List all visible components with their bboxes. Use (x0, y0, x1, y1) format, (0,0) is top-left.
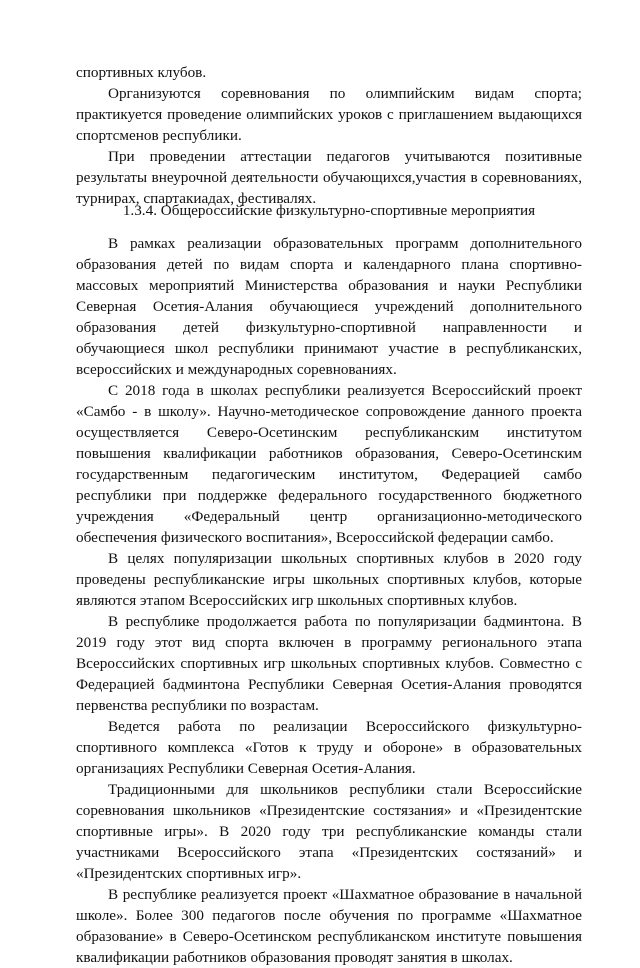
paragraph-presidential (76, 779, 582, 884)
paragraph-chess (76, 884, 582, 968)
text-line: проведены республиканские игры школьных спортивных клубов, которые (76, 571, 582, 588)
text-line: обучающиеся школ республики принимают участие в республиканских, (76, 340, 582, 357)
text-line: практикуется проведение олимпийских уроков с приглашением выдающихся (76, 106, 582, 123)
text-line: всероссийских и международных соревнованиях. (76, 361, 397, 378)
text-line: обеспечения физического воспитания», Всероссийской федерации самбо. (76, 529, 554, 546)
paragraph-sambo (76, 380, 582, 548)
text-line: В республике реализуется проект «Шахматное образование в начальной (108, 886, 582, 903)
text-line: спортивных клубов. (76, 64, 207, 81)
paragraph-badminton (76, 611, 582, 716)
text-line: повышения квалификации работников образования, Северо-Осетинским (76, 445, 582, 462)
text-line: первенства республики по возрастам. (76, 697, 319, 714)
paragraph-gto (76, 716, 582, 779)
text-line: квалификации работников образования проводят занятия в школах. (76, 949, 513, 966)
text-line: 2019 году этот вид спорта включен в программу регионального этапа (76, 634, 582, 651)
text-line: Всероссийских спортивных игр школьных спортивных клубов. Совместно с (76, 655, 582, 672)
text-line: спортивные игры». В 2020 году три республиканские команды стали (76, 823, 582, 840)
text-line: школе». Более 300 педагогов после обучения по программе «Шахматное (76, 907, 582, 924)
text-line: участниками Всероссийского этапа «Президентских состязаний» и (76, 844, 582, 861)
paragraph-programs (76, 233, 582, 380)
paragraph-olympic-competitions (76, 83, 582, 146)
text-line: турнирах, спартакиадах, фестивалях. (76, 190, 317, 207)
text-line: Северная Осетия-Алания обучающиеся учреждений дополнительного (76, 298, 582, 315)
text-line: образование» в Северо-Осетинском республиканском институте повышения (76, 928, 582, 945)
text-line: Ведется работа по реализации Всероссийского физкультурно- (108, 718, 582, 735)
text-line: В рамках реализации образовательных программ дополнительного (108, 235, 582, 252)
text-line: В целях популяризации школьных спортивных клубов в 2020 году (108, 550, 582, 567)
paragraph-school-clubs-games (76, 548, 582, 611)
text-line: организациях Республики Северная Осетия-Алания. (76, 760, 416, 777)
text-line: учреждения «Федеральный центр организационно-методического (76, 508, 582, 525)
text-line: массовых мероприятий Министерства образования и науки Республики (76, 277, 582, 294)
text-line: являются этапом Всероссийских игр школьных спортивных клубов. (76, 592, 518, 609)
text-line: Федерацией бадминтона Республики Северная Осетия-Алания проводятся (76, 676, 582, 693)
paragraph-clubs-end (76, 62, 582, 83)
text-line: спортсменов республики. (76, 127, 242, 144)
section-heading (76, 200, 582, 221)
text-line: образования детей по видам спорта и календарного плана спортивно- (76, 256, 582, 273)
text-line: Организуются соревнования по олимпийским видам спорта; (108, 85, 582, 102)
text-line: соревнования школьников «Президентские состязания» и «Президентские (76, 802, 582, 819)
text-line: С 2018 года в школах республики реализуется Всероссийский проект (108, 382, 582, 399)
text-line: «Самбо - в школу». Научно-методическое сопровождение данного проекта (76, 403, 582, 420)
text-line: При проведении аттестации педагогов учитываются позитивные (108, 148, 582, 165)
text-line: результаты внеурочной деятельности обучающихся,участия в соревнованиях, (76, 169, 582, 186)
text-line: государственным педагогическим институтом, Федерацией самбо (76, 466, 582, 483)
text-line: Традиционными для школьников республики стали Всероссийские (108, 781, 582, 798)
text-line: республики при поддержке федерального государственного бюджетного (76, 487, 582, 504)
text-line: «Президентских спортивных игр». (76, 865, 302, 882)
text-line: В республике продолжается работа по популяризации бадминтона. В (108, 613, 582, 630)
text-line: образования детей физкультурно-спортивной направленности и (76, 319, 582, 336)
section-heading-text: 1.3.4. Общероссийские физкультурно-спортивные мероприятия (122, 202, 536, 219)
text-line: спортивного комплекса «Готов к труду и обороне» в образовательных (76, 739, 582, 756)
text-line: осуществляется Северо-Осетинским республиканским институтом (76, 424, 582, 441)
